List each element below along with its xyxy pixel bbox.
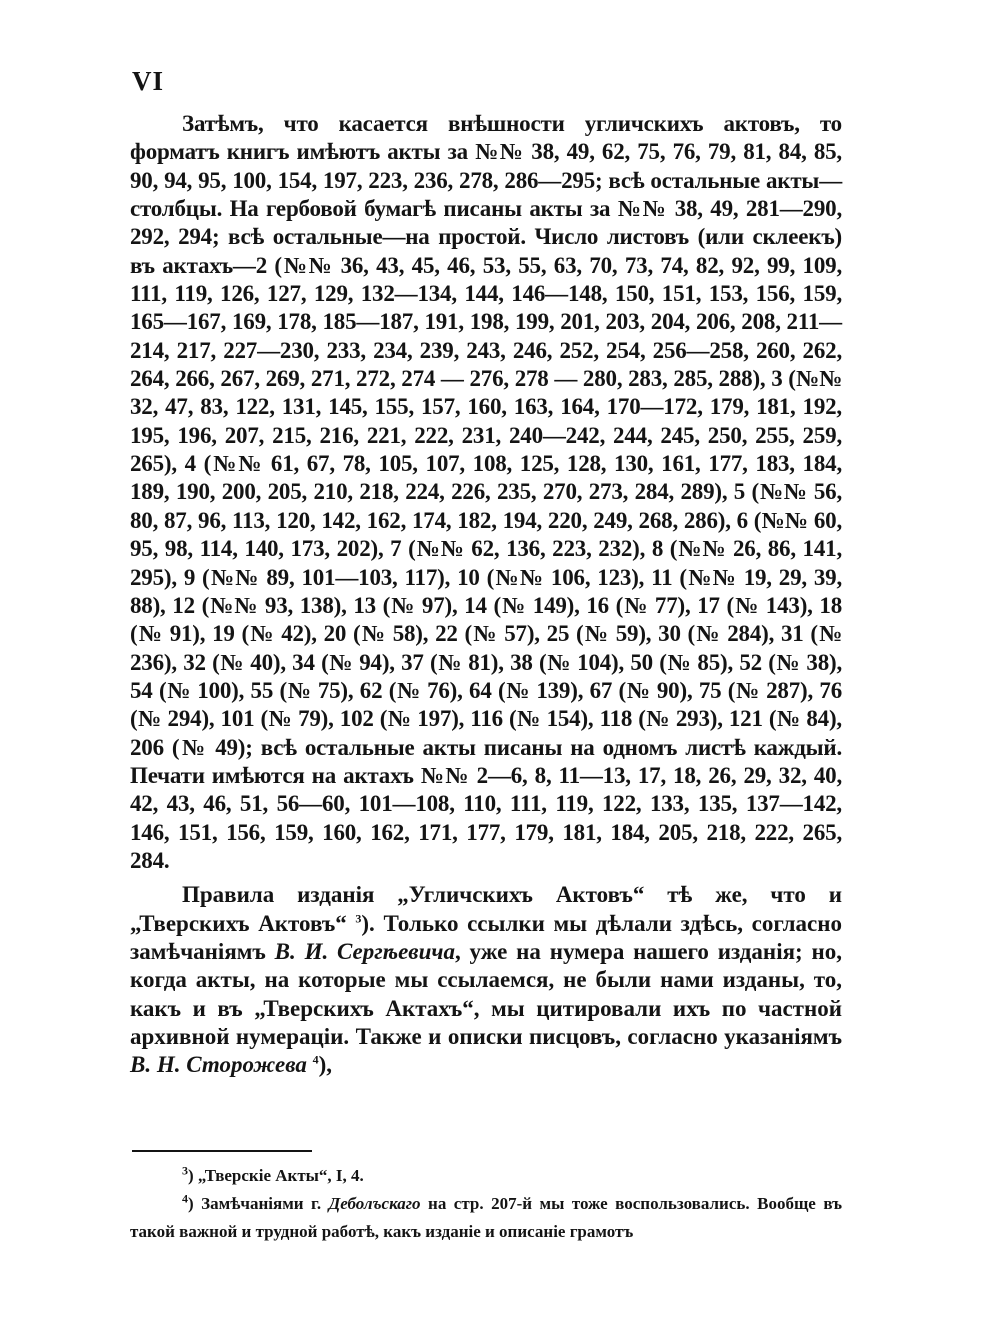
footnote-4-part2: на стр. 207-й мы тоже воспользовались. Вообще въ такой важной и трудной работѣ, какъ изданіе и описаніе грамотъ bbox=[130, 1194, 842, 1241]
footnote-3-mark: 3 bbox=[182, 1163, 188, 1178]
paragraph-rules-part2: ). Только ссылки мы дѣлали здѣсь, согласно замѣчаніямъ bbox=[130, 910, 842, 964]
footnote-3-text: ) „Тверскіе Акты“, I, 4. bbox=[188, 1166, 364, 1185]
paragraph-rules-part1: Правила изданія „Угличскихъ Актовъ“ тѣ же, что и „Тверскихъ Актовъ“ bbox=[130, 882, 842, 936]
author-name-sergeevich: В. И. Сергѣевича bbox=[274, 938, 455, 964]
footnote-4-part1: ) Замѣчаніями г. bbox=[188, 1194, 329, 1213]
footnote-divider bbox=[132, 1150, 312, 1152]
footnote-4 bbox=[130, 1190, 842, 1246]
paragraph-rules-part3: , уже на нумера нашего изданія; но, когда акты, на которые мы ссылаемся, не были нами изданы, то, какъ и въ „Тверскихъ Актахъ“, мы цитировали ихъ по частной архивной нумераціи. Также и описки писцовъ, согласно указаніямъ bbox=[130, 938, 843, 1049]
paragraph-publication-rules bbox=[130, 881, 842, 1079]
author-name-storozhev: В. Н. Сторожева bbox=[130, 1052, 307, 1078]
page-number: VI bbox=[132, 66, 165, 96]
footnote-ref-4: 4 bbox=[312, 1052, 319, 1067]
paragraph-acts-description: Затѣмъ, что касается внѣшности угличскихъ актовъ, то форматъ книгъ имѣютъ акты за №№ 38, 49, 62, 75, 76, 79, 81, 84, 85, 90, 94, 95, 100, 154, 197, 223, 236, 278, 286—295; всѣ остальные акты—столбцы. На гербовой бумагѣ писаны акты за №№ 38, 49, 281—290, 292, 294; всѣ остальные—на простой. Число листовъ (или склеекъ) въ актахъ—2 (№№ 36, 43, 45, 46, 53, 55, 63, 70, 73, 74, 82, 92, 99, 109, 111, 119, 126, 127, 129, 132—134, 144, 146—148, 150, 151, 153, 156, 159, 165—167, 169, 178, 185—187, 191, 198, 199, 201, 203, 204, 206, 208, 211—214, 217, 227—230, 233, 234, 239, 243, 246, 252, 254, 256—258, 260, 262, 264, 266, 267, 269, 271, 272, 274 — 276, 278 — 280, 283, 285, 288), 3 (№№ 32, 47, 83, 122, 131, 145, 155, 157, 160, 163, 164, 170—172, 179, 181, 192, 195, 196, 207, 215, 216, 221, 222, 231, 240—242, 244, 245, 250, 255, 259, 265), 4 (№№ 61, 67, 78, 105, 107, 108, 125, 128, 130, 161, 177, 183, 184, 189, 190, 200, 205, 210, 218, 224, 226, 235, 270, 273, 284, 289), 5 (№№ 56, 80, 87, 96, 113, 120, 142, 162, 174, 182, 194, 220, 249, 268, 286), 6 (№№ 60, 95, 98, 114, 140, 173, 202), 7 (№№ 62, 136, 223, 232), 8 (№№ 26, 86, 141, 295), 9 (№№ 89, 101—103, 117), 10 (№№ 106, 123), 11 (№№ 19, 29, 39, 88), 12 (№№ 93, 138), 13 (№ 97), 14 (№ 149), 16 (№ 77), 17 (№ 143), 18 (№ 91), 19 (№ 42), 20 (№ 58), 22 (№ 57), 25 (№ 59), 30 (№ 284), 31 (№ 236), 32 (№ 40), 34 (№ 94), 37 (№ 81), 38 (№ 104), 50 (№ 85), 52 (№ 38), 54 (№ 100), 55 (№ 75), 62 (№ 76), 64 (№ 139), 67 (№ 90), 75 (№ 287), 76 (№ 294), 101 (№ 79), 102 (№ 197), 116 (№ 154), 118 (№ 293), 121 (№ 84), 206 (№ 49); всѣ остальные акты писаны на одномъ листѣ каждый. Печати имѣются на актахъ №№ 2—6, 8, 11—13, 17, 18, 26, 29, 32, 40, 42, 43, 46, 51, 56—60, 101—108, 110, 111, 119, 122, 133, 135, 137—142, 146, 151, 156, 159, 160, 162, 171, 177, 179, 181, 184, 205, 218, 222, 265, 284. bbox=[130, 111, 842, 873]
footnote-4-author: Деболъскаго bbox=[328, 1194, 421, 1213]
footnote-3 bbox=[130, 1162, 842, 1190]
footnote-4-mark: 4 bbox=[182, 1191, 188, 1206]
main-text bbox=[130, 110, 842, 1080]
paragraph-rules-part4: ), bbox=[318, 1052, 333, 1078]
footnote-ref-3: 3 bbox=[355, 910, 362, 925]
footnotes bbox=[130, 1162, 842, 1246]
